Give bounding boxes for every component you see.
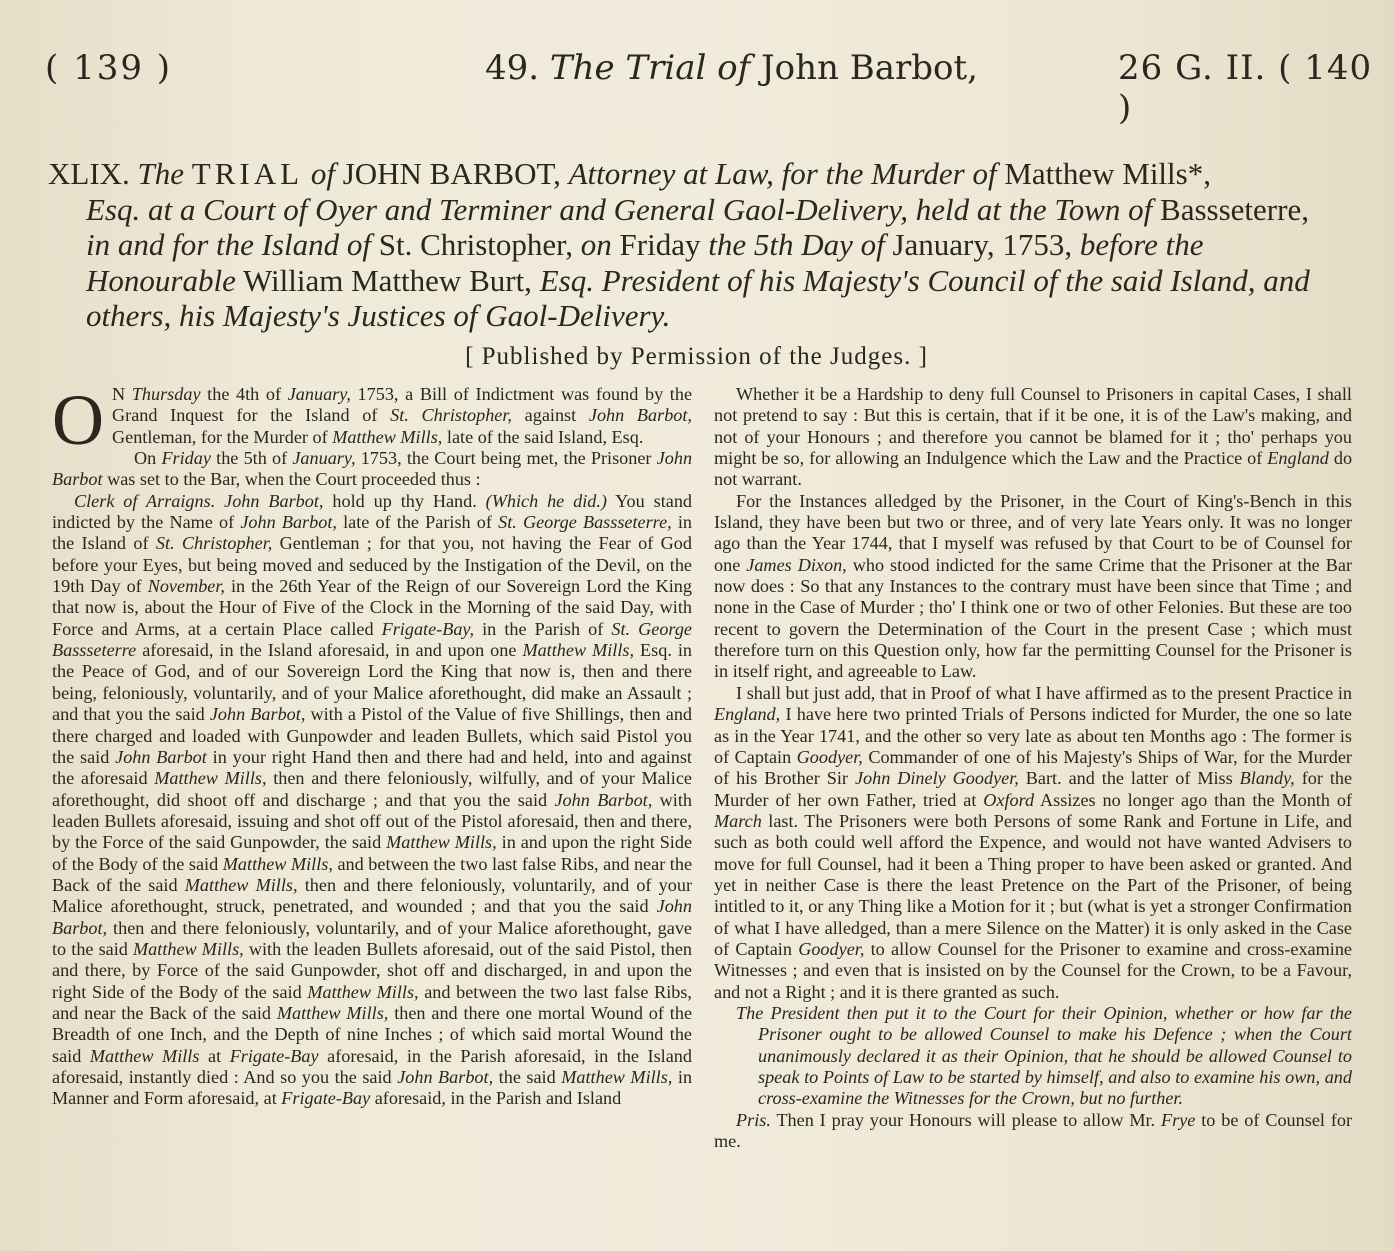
text-run: with the leaden Bullets aforesaid, out of the said Pistol, then and there, by Force of the said Gunpowder, shot off and discharged, in and upon the right Side of the Body of the said xyxy=(52,938,692,1002)
text-run: with leaden Bullets aforesaid, issuing and shot off out of the Pistol aforesaid, then and there, by the Force of the said Gunpowder, the said xyxy=(52,789,692,853)
title-part: Esq. President of his Majesty's Council of the said Island, and xyxy=(539,262,1310,298)
paragraph-arraignment xyxy=(52,491,692,1110)
text-run: late of the said Island, Esq. xyxy=(446,426,644,447)
text-run: in your right Hand then and there had and held, into and against the aforesaid xyxy=(52,746,692,789)
text-run: John Barbot xyxy=(115,746,207,767)
paragraph-hardship xyxy=(714,384,1352,491)
text-run: Frigate-Bay xyxy=(229,1045,319,1066)
text-run: last. The Prisoners were both Persons of some Rank and Fortune in Life, and such as both could well afford the Expence, and would not have wanted Advisers to move for full Counsel, had it been a Thing proper to have been asked or granted. And yet in neither Case is there the least Pretence on the Part of the Prisoner, of being intitled to it, or any Thing like a Motion for it ; but (what is yet a stronger Confirmation of what I have alledged, than a mere Silence on the Matter) it is only asked in the Case of Captain xyxy=(714,810,1352,959)
title-part: of xyxy=(310,156,335,191)
right-page-number: 26 G. II. ( 140 ) xyxy=(1118,48,1373,128)
text-run: aforesaid, in the Parish and Island xyxy=(374,1088,622,1109)
text-run: For the Instances alledged by the Prisoner, in the Court of King's-Bench in this Island, they have been but two or three, and of very late Years only. It was no longer ago than the Year 1744, that I myself was refused by that Court to be of Counsel for one xyxy=(714,490,1352,575)
paragraph-instances xyxy=(714,491,1352,683)
text-run: Esq. in the Peace of God, and of our Sovereign Lord the King that now is, then and there being, feloniously, voluntarily, and of your Malice aforethought, did make an Assault ; and that you the said xyxy=(52,640,693,725)
text-run: was set to the Bar, when the Court proceeded thus : xyxy=(107,469,481,490)
text-run: On xyxy=(134,448,157,469)
title-part: Matthew Mills*, xyxy=(1004,156,1211,191)
title-part: St. Christopher, xyxy=(378,227,574,262)
title-line-3 xyxy=(48,227,1358,263)
text-run: Matthew Mills xyxy=(89,1045,200,1066)
title-part: Esq. at a Court of Oyer and Terminer and General Gaol-Delivery, held at the Town of xyxy=(86,191,1153,227)
text-run: to allow Counsel for the Prisoner to examine and cross-examine Witnesses ; and even that is insisted on by the Counsel for the Crown, to be a Favour, and not a Right ; and it is there granted as such. xyxy=(714,938,1352,1002)
title-part: in and for the Island of xyxy=(86,227,372,262)
text-run: Assizes no longer ago than the Month of xyxy=(1040,789,1353,810)
text-run: aforesaid, in the Parish aforesaid, in the Island aforesaid, instantly died : And so you the said xyxy=(52,1045,692,1087)
text-run: then and there feloniously, wilfully, and of your Malice aforethought, did shoot off and discharge ; and that you the said xyxy=(52,768,692,810)
text-run: Goodyer, xyxy=(796,746,863,767)
speaker-label: Pris. xyxy=(736,1109,771,1130)
title-part: JOHN BARBOT, xyxy=(342,156,561,191)
text-run: Blandy, xyxy=(1239,768,1295,789)
drop-cap: O xyxy=(52,380,104,460)
text-run: in the 26th Year of the Reign of our Sovereign Lord the King that now is, about the Hour of Five of the Clock in the Morning of the said Day, with Force and Arms, at a certain Place called xyxy=(52,576,692,639)
text-run: March xyxy=(714,810,762,831)
text-run: John Barbot xyxy=(52,448,693,490)
text-run: in the Parish of xyxy=(482,618,604,639)
text-run: John Barbot, xyxy=(397,1067,494,1087)
text-run: James Dixon, xyxy=(746,554,847,575)
text-run: Gentleman, for the Murder of xyxy=(112,426,328,447)
right-column xyxy=(714,384,1352,1152)
text-run: who stood indicted for the same Crime that the Prisoner at the Bar now does : So that any Instances to the contrary must have been since that Time ; and none in the Case of Murder ; tho' I think one or two of other Felonies. But these are too recent to govern the Determination of the Court in the present Case ; which must therefore turn on this Question only, how far the permitting Counsel for the Prisoner is in itself right, and agreeable to Law. xyxy=(714,554,1352,682)
title-part: William Matthew Burt, xyxy=(243,262,532,298)
text-run: at xyxy=(208,1045,222,1066)
title-part: the 5th Day of xyxy=(708,227,885,262)
text-run: Oxford xyxy=(983,789,1035,810)
text-run: the 5th of xyxy=(216,448,288,469)
text-run: hold up thy Hand. xyxy=(332,490,477,511)
trial-title xyxy=(48,156,1358,334)
title-part: others, his Majesty's Justices of Gaol-Delivery. xyxy=(86,298,671,333)
text-run: N xyxy=(112,384,126,404)
text-run: Matthew Mills, xyxy=(307,981,419,1002)
text-run: John Barbot, xyxy=(209,704,306,725)
title-part: on xyxy=(580,227,612,262)
title-line-1 xyxy=(48,156,1358,192)
title-part: January, 1753, xyxy=(892,227,1073,262)
text-run: against xyxy=(524,405,577,426)
text-run: John Barbot, xyxy=(52,896,692,938)
running-title xyxy=(485,48,978,88)
text-run: in and upon the right Side of the Body of the said xyxy=(52,832,693,874)
text-run: Thursday xyxy=(131,384,201,404)
text-run: Clerk of Arraigns. John Barbot, xyxy=(74,490,324,511)
text-run: Goodyer, xyxy=(798,938,865,959)
running-title-name: John Barbot, xyxy=(761,48,978,88)
running-head xyxy=(0,48,1393,128)
paragraph-court-met xyxy=(52,448,692,491)
text-run: 1753, the Court being met, the Prisoner xyxy=(360,448,652,469)
text-run: Bart. and the latter of Miss xyxy=(1025,768,1233,789)
text-run: Matthew Mills, xyxy=(522,640,635,661)
text-run: Matthew Mills, xyxy=(561,1067,673,1087)
text-run: in Manner and Form aforesaid, at xyxy=(52,1067,693,1109)
text-run: Matthew Mills, xyxy=(184,874,298,895)
title-part: Friday xyxy=(619,227,701,262)
text-run: then and there feloniously, voluntarily, and of your Malice aforethought, gave to the said xyxy=(52,917,692,959)
text-run: to be of Counsel for me. xyxy=(714,1109,1353,1152)
text-run: Matthew Mills, xyxy=(276,1002,389,1023)
text-run: the 4th of xyxy=(207,384,282,404)
title-part: Bassseterre, xyxy=(1160,191,1309,227)
text-run: and between the two last false Ribs, and near the Back of the said xyxy=(52,981,692,1023)
text-run: aforesaid, in the Island aforesaid, in and upon one xyxy=(142,640,517,661)
text-run: with a Pistol of the Value of five Shillings, then and there charged and loaded with Gunpowder and leaden Bullets, which said Pistol you the said xyxy=(52,704,693,767)
text-run: I shall but just add, that in Proof of what I have affirmed as to the present Practice in xyxy=(736,682,1352,703)
text-run: You stand indicted by the Name of xyxy=(52,490,693,533)
left-page-number: ( 139 ) xyxy=(45,48,173,88)
text-run: for the Murder of her own Father, tried at xyxy=(714,768,1353,810)
title-part: TRIAL xyxy=(191,156,304,191)
text-run: then and there one mortal Wound of the Breadth of one Inch, and the Depth of nine Inches ; of which said mortal Wound the said xyxy=(52,1002,693,1066)
text-run: Friday xyxy=(161,448,211,469)
title-part: before the xyxy=(1079,227,1204,262)
text-run: St. Christopher, xyxy=(390,405,512,426)
paragraph-proof xyxy=(714,683,1352,1003)
text-run: Frigate-Bay xyxy=(281,1088,371,1109)
text-run: and between the two last false Ribs, and near the Back of the said xyxy=(52,853,693,895)
title-line-4 xyxy=(48,263,1358,299)
text-run: January, xyxy=(287,384,351,404)
text-run: then and there feloniously, voluntarily, and of your Malice aforethought, struck, penetrated, and wounded ; and that you the said xyxy=(52,874,693,917)
left-column xyxy=(52,380,693,1110)
text-run: Frye xyxy=(1161,1109,1196,1130)
trial-number: 49. xyxy=(485,48,540,88)
text-run: 1753, a Bill of Indictment was found by the Grand Inquest for the Island of xyxy=(112,384,693,426)
text-run: England, xyxy=(714,704,781,725)
title-line-2 xyxy=(48,192,1358,228)
text-run: (Which he did.) xyxy=(485,490,607,511)
publication-note: [ Published by Permission of the Judges. ] xyxy=(465,343,928,370)
text-run: St. George Bassseterre xyxy=(52,618,692,661)
text-run: England xyxy=(1267,448,1329,469)
text-run: the said xyxy=(498,1067,556,1087)
text-run: John Barbot, xyxy=(240,512,337,533)
text-run: Gentleman ; for that you, not having the Fear of God before your Eyes, but being moved and seduced by the Instigation of the Devil, on the 19th Day of xyxy=(52,533,692,597)
text-run: Matthew Mills, xyxy=(222,853,333,874)
text-run: Then I pray your Honours will please to allow Mr. xyxy=(776,1109,1156,1130)
text-run: St. George Bassseterre, xyxy=(498,512,672,533)
text-run: do not warrant. xyxy=(714,448,1353,490)
title-part: The xyxy=(137,156,185,191)
text-run: St. Christopher, xyxy=(155,533,273,554)
text-run: Frigate-Bay, xyxy=(381,618,475,639)
text-run: late of the Parish of xyxy=(343,512,492,533)
paragraph-prisoner-request xyxy=(714,1110,1352,1153)
text-run: January, xyxy=(292,448,356,469)
text-run: November, xyxy=(147,576,225,597)
text-run: Matthew Mills, xyxy=(332,426,443,447)
paragraph-court-opinion: The President then put it to the Court for their Opinion, whether or how far the Prisoner ought to be allowed Counsel to make his Defence ; when the Court unanimously declared it as their Opinion, that he should be allowed Counsel to speak to Points of Law to be started by himself, and also to examine his own, and cross-examine the Witnesses for the Crown, but no further. xyxy=(736,1002,1352,1109)
text-run: Commander of one of his Majesty's Ships of War, for the Murder of his Brother Sir xyxy=(714,746,1352,789)
title-numeral: XLIX. xyxy=(48,156,130,191)
text-run: Matthew Mills, xyxy=(386,832,497,853)
title-part: Attorney at Law, for the Murder of xyxy=(568,156,997,191)
text-run: Whether it be a Hardship to deny full Counsel to Prisoners in capital Cases, I shall not pretend to say : But this is certain, that if it be one, it is of the Law's making, and not of your Honours ; and therefore you cannot be blamed for it ; tho' perhaps you might be so, for allowing an Indulgence which the Law and the Practice of xyxy=(714,384,1352,469)
text-run: John Dinely Goodyer, xyxy=(854,768,1019,789)
text-run: John Barbot, xyxy=(554,789,653,810)
title-line-5 xyxy=(48,298,1358,334)
running-title-italic: The Trial of xyxy=(549,48,751,88)
text-run: I have here two printed Trials of Persons indicted for Murder, the one so late as in the Year 1741, and the other so very late as about ten Months ago : The former is of Captain xyxy=(714,704,1353,767)
title-part: Honourable xyxy=(86,262,236,298)
text-run: Matthew Mills, xyxy=(154,768,267,789)
text-run: John Barbot, xyxy=(588,405,692,426)
text-run: in the Island of xyxy=(52,512,693,554)
text-run: Matthew Mills, xyxy=(133,938,244,959)
